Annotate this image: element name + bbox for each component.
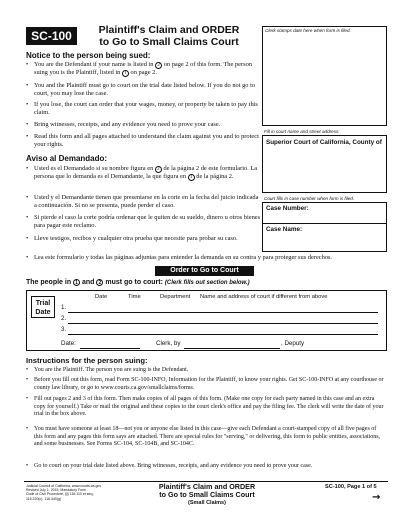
- clerk-label: Clerk, by: [156, 340, 181, 347]
- aviso-item: • Si pierde el caso la corte podría ordenar que le quiten de su sueldo, dinero u otros bienes para pagar este reclamo.: [26, 214, 262, 231]
- case-name-label: Case Name:: [266, 226, 303, 233]
- form-title-line1: Plaintiff's Claim and ORDER: [98, 24, 240, 36]
- col-department: Department: [160, 294, 191, 300]
- aviso-item: • Lleve testigos, recibos y cualquier otra prueba que necesite para probar su caso.: [26, 235, 262, 243]
- notice-item: • You are the Defendant if your name is listed in 2 on page 2 of this form. The person suing you is the Plaintiff, listed in 1 on page 2.: [26, 61, 262, 78]
- notice-item: • Bring witnesses, receipts, and any evidence you need to prove your case.: [26, 121, 262, 129]
- instructions-heading: Instructions for the person suing:: [26, 356, 148, 365]
- form-title: [84, 24, 254, 48]
- trial-date-tag: Trial Date: [31, 296, 55, 318]
- form-title-line2: to Go to Small Claims Court: [99, 36, 239, 48]
- trial-row-label: 2.: [61, 315, 67, 322]
- instruction-item: • Fill out pages 2 and 3 of this form. Then make copies of all pages of this form. (Make one copy for each party named in this case and an extra copy for yourself.) Take or mail the original and these copies to the court clerk's office and pay the filing fee. The clerk will write the date of your trial in the box above.: [26, 396, 386, 419]
- clerk-stamp-box: [262, 26, 387, 126]
- people-line: The people in 1 and 2 must go to court: (Clerk fills out section below.): [26, 279, 250, 286]
- order-date-line[interactable]: [80, 348, 140, 349]
- circled-number: 2: [155, 62, 162, 69]
- instruction-item: • You are the Plaintiff. The person you are suing is the Defendant.: [26, 367, 386, 375]
- instruction-item: • Go to court on your trial date listed above. Bring witnesses, receipts, and any evidence you need to prove your case.: [26, 463, 386, 471]
- instruction-item: • You must have someone at least 18—not you or anyone else listed in this case—give each Defendant a court-stamped copy of all five pages of this form and any pages this form says are attached. There are special rules for "serving," or delivering, this form to public entities, associations, and some businesses. See Forms SC-104, SC-104B, and SC-104C.: [26, 426, 386, 449]
- form-id-badge: SC-100: [26, 27, 77, 45]
- circled-number: 2: [96, 279, 103, 286]
- col-date: Date: [95, 294, 108, 300]
- circled-number: 1: [188, 174, 195, 181]
- notice-heading: Notice to the person being sued:: [26, 51, 151, 60]
- trial-row-label: 3.: [61, 326, 67, 333]
- aviso-item: • Usted y el Demandante tienen que presentarse en la corte en la fecha del juicio indicada a continuación. Si no se presenta, puede perder el caso.: [26, 194, 262, 211]
- clerk-stamp-label: Clerk stamps date here when form is filed.: [265, 28, 351, 33]
- aviso-item: • Lea este formulario y todas las páginas adjuntas para entender la demanda en su contra y para proteger sus derechos.: [26, 254, 386, 262]
- footer-page-number: SC-100, Page 1 of 5: [325, 484, 377, 490]
- case-number-label: Case Number:: [266, 205, 309, 212]
- people-note: (Clerk fills out section below.): [164, 280, 250, 286]
- court-name-label: Fill in court name and street address:: [264, 129, 340, 134]
- trial-row-line[interactable]: [68, 312, 378, 313]
- footer-citation: Judicial Council of California, www.courts.ca.gov Revised July 1, 2015, Mandatory Form Code of Civil Procedure, §§ 116.110 et seq., 116.220(c), 116.340(g): [26, 484, 102, 501]
- trial-row-line[interactable]: [68, 334, 378, 335]
- notice-item: • You and the Plaintiff must go to court on the trial date listed below. If you do not go to court, you may lose the case.: [26, 82, 262, 99]
- deputy-label: , Deputy: [281, 340, 305, 347]
- aviso-item: • Usted es el Demandado si su nombre figura en 2 de la página 2 de este formulario. La persona que lo demanda es el Demandante, la que figura en 1 de la página 2.: [26, 165, 262, 182]
- col-address: Name and address of court if different from above: [200, 294, 328, 300]
- footer-title: Plaintiff's Claim and ORDER to Go to Small Claims Court (Small Claims): [128, 483, 286, 507]
- order-date-label: Date:: [61, 340, 76, 347]
- notice-item: • If you lose, the court can order that your wages, money, or property be taken to pay this claim.: [26, 101, 262, 118]
- next-page-arrow-icon: →: [372, 492, 381, 503]
- notice-item: • Read this form and all pages attached to understand the claim against you and to protect your rights.: [26, 133, 262, 150]
- col-time: Time: [128, 294, 141, 300]
- circled-number: 1: [73, 279, 80, 286]
- trial-row-label: 1.: [61, 304, 67, 311]
- clerk-signature-line[interactable]: [184, 348, 280, 349]
- case-fill-label: Court fills in case number when form is filed.: [264, 196, 355, 201]
- order-bar: Order to Go to Court: [155, 266, 254, 276]
- court-name-text: Superior Court of California, County of: [266, 139, 382, 146]
- footer-subtitle: (Small Claims): [188, 500, 226, 506]
- case-divider: [262, 223, 387, 224]
- aviso-heading: Aviso al Demandado:: [26, 154, 108, 163]
- circled-number: 1: [122, 70, 129, 77]
- instruction-item: • Before you fill out this form, read Form SC-100-INFO, Information for the Plaintiff, to know your rights. Get SC-100-INFO at any courthouse or county law library, or go to www.courts.ca.gov/smallclaims/forms.: [26, 377, 386, 392]
- circled-number: 2: [155, 166, 162, 173]
- trial-row-line[interactable]: [68, 323, 378, 324]
